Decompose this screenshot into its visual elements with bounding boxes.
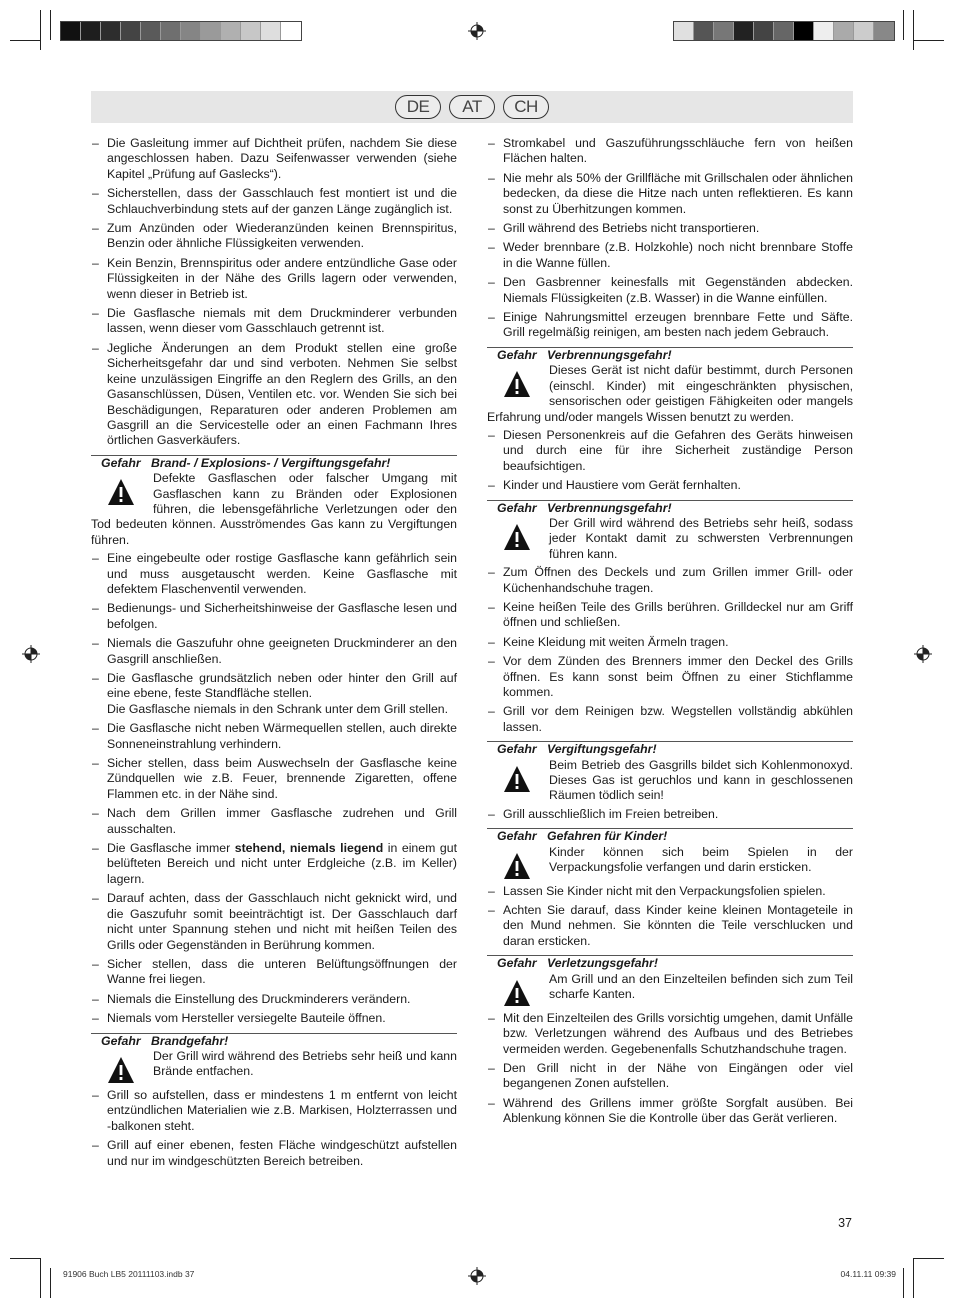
warning-text: Beim Betrieb des Gasgrills bildet sich Kohlenmonoxyd. Dieses Gas ist geruchlos und kann in geschlossenen Räumen tödlich sein! (549, 757, 853, 803)
list-item-text: Nie mehr als 50% der Grillfläche mit Grillschalen oder ähnlichen bedecken, da diese die Hitze nach unten reflektieren. Es kann sonst zu Überhitzungen kommen. (503, 170, 853, 216)
list-item (487, 275, 853, 306)
list-item (91, 636, 457, 667)
bullet-dash: – (92, 186, 99, 201)
bullet-dash: – (488, 599, 495, 614)
warning-label: Gefahr (497, 956, 537, 971)
list-item (91, 256, 457, 302)
color-swatch (814, 22, 834, 40)
list-item-text: Bedienungs- und Sicherheitshinweise der Gasflasche lesen und befolgen. (107, 601, 457, 631)
color-swatch (774, 22, 794, 40)
color-swatch (61, 22, 81, 40)
color-swatch (201, 22, 221, 40)
warning-block-poison (487, 741, 853, 804)
color-swatch (834, 22, 854, 40)
list-item-text: Eine eingebeulte oder rostige Gasflasche kann gefährlich sein und muss ausgetauscht werden. Keine Gasflasche mit defektem Flaschenventil verwenden. (107, 551, 457, 596)
warning-text: Dieses Gerät ist nicht dafür bestimmt, durch Personen (einschl. Kinder) mit eingeschränkten physischen, sensorischen oder geistigen Fähigkeiten oder mangels Erfahrung und/oder mangels Wissen benutzt zu werden. (487, 363, 853, 424)
color-swatch (794, 22, 814, 40)
warning-triangle-icon (503, 978, 531, 1008)
print-date-time: 04.11.11 09:39 (840, 1269, 896, 1279)
list-item (487, 478, 853, 493)
list-item-text: Grill während des Betriebs nicht transportieren. (503, 221, 760, 236)
list-item (487, 1011, 853, 1057)
list-item (487, 310, 853, 341)
list-item-text: Die Gasleitung immer auf Dichtheit prüfen, nachdem Sie diese angeschlossen haben. Dazu Seifenwasser verwenden (siehe Kapitel „Prüfung auf Gaslecks“). (107, 136, 457, 181)
list-item-text: Jegliche Änderungen an dem Produkt stellen eine große Sicherheitsgefahr dar und sind verboten. Nehmen Sie selbst keine unzulässigen Eingriffe an den Reglern des Grills, an den Gasanschlüssen, Düsen, Ventilen etc. vor. Wenden Sie sich bei Beschädigungen, Reparaturen oder anderen Problemen am Gasgrill an die Servicestelle oder an einen Fachmann Ihres örtlichen Gasverkäufers. (107, 340, 457, 448)
bullet-dash: – (92, 806, 99, 821)
color-swatch (81, 22, 101, 40)
list-item-text: Keine Kleidung mit weiten Ärmeln tragen. (503, 634, 729, 649)
list-item-text: Diesen Personenkreis auf die Gefahren des Geräts hinweisen und durch eine für ihre Sicherheit zuständige Person beaufsichtigen. (503, 427, 853, 473)
list-item-text: Keine heißen Teile des Grills berühren. Grilldeckel nur am Griff öffnen und schließen. (503, 599, 853, 630)
language-badge-ch: CH (503, 95, 549, 119)
list-item (91, 756, 457, 802)
bullet-dash: – (92, 255, 99, 270)
list-item-text: Kein Benzin, Brennspiritus oder andere entzündliche Gase oder Flüssigkeiten in der Nähe des Grills lagern oder verwenden, wenn dieser in Betrieb ist. (107, 255, 457, 301)
list-item (487, 903, 853, 949)
list-item (487, 240, 853, 271)
list-item-text: Niemals die Gaszufuhr ohne geeigneten Druckminderer an den Gasgrill anschließen. (107, 636, 457, 666)
bullet-dash: – (488, 565, 495, 580)
list-item (487, 171, 853, 217)
color-swatch (674, 22, 694, 40)
list-item (487, 1061, 853, 1092)
registration-target-icon (468, 1267, 486, 1285)
list-item-text: Grill so aufstellen, dass er mindestens 1 m entfernt von leicht entzündlichen Materialien wie z.B. Markisen, Holzterrassen und -balkonen steht. (107, 1087, 457, 1133)
color-swatch (874, 22, 894, 40)
safety-list (91, 136, 457, 449)
list-item-text: Kinder und Haustiere vom Gerät fernhalten. (503, 478, 741, 493)
list-item (91, 806, 457, 837)
list-item (487, 635, 853, 650)
list-item-text: Die Gasflasche grundsätzlich neben oder hinter den Grill auf eine ebene, feste Standfläche stellen. Die Gasflasche niemals in den Schrank unter dem Grill stellen. (107, 671, 457, 716)
color-swatch (161, 22, 181, 40)
list-item-text: Nach dem Grillen immer Gasflasche zudrehen und Grill ausschalten. (107, 806, 457, 836)
warning-label: Gefahr (497, 347, 537, 362)
bullet-dash: – (92, 671, 99, 685)
bullet-dash: – (488, 634, 495, 649)
color-swatch (181, 22, 201, 40)
list-item: – Die Gasflasche immer stehend, niemals liegend in einem gut belüfteten Bereich und nicht unter Erdgleiche (z.B. im Keller) lagern. (92, 841, 457, 886)
list-item (91, 721, 457, 752)
list-item-text: Darauf achten, dass der Gasschlauch nicht geknickt wird, und die Gaszufuhr somit beeinträchtigt ist. Der Gasschlauch darf nicht unter Spannung stehen und nicht mit heißen Teilen des Grills oder Gegenständen in Berührung kommen. (107, 891, 457, 952)
list-item (91, 306, 457, 337)
list-item (487, 884, 853, 899)
warning-text: Kinder können sich beim Spielen in der Verpackungsfolie verfangen und darin ersticken. (549, 844, 853, 875)
warning-title: Vergiftungsgefahr! (547, 742, 657, 757)
list-item-text: Den Grill nicht in der Nähe von Eingängen oder viel begangenen Zonen aufstellen. (503, 1060, 853, 1091)
warning-title: Brandgefahr! (151, 1033, 229, 1048)
bullet-dash: – (92, 221, 99, 236)
safety-list (91, 1088, 457, 1169)
bullet-dash: – (488, 654, 495, 669)
warning-label: Gefahr (497, 829, 537, 844)
list-item (487, 565, 853, 596)
warning-block-explosion (91, 455, 457, 548)
list-item (487, 1096, 853, 1127)
list-item-text: Einige Nahrungsmittel erzeugen brennbare Fette und Säfte. Grill regelmäßig reinigen, am besten nach jedem Gebrauch. (503, 310, 853, 340)
warning-block-burn (487, 500, 853, 563)
warning-block-burn (487, 347, 853, 425)
bullet-dash: – (92, 756, 99, 771)
list-item-text: Grill auf einer ebenen, festen Fläche windgeschützt aufstellen und nur im windgeschützten Bereich betreiben. (107, 1138, 457, 1168)
warning-text: Der Grill wird während des Betriebs sehr heiß, sodass jeder Kontakt damit zu schwersten Verbrennungen führen kann. (549, 515, 853, 561)
color-swatch (754, 22, 774, 40)
bullet-dash: – (488, 1010, 495, 1025)
list-item-text: Sicher stellen, dass beim Auswechseln der Gasflasche keine Zündquellen wie z.B. Feuer, brennende Zigaretten, offene Flammen etc. in der Nähe sind. (107, 756, 457, 801)
warning-triangle-icon (503, 369, 531, 399)
right-column (487, 136, 853, 1131)
warning-label: Gefahr (101, 1033, 141, 1048)
list-item-text: Grill vor dem Reinigen bzw. Wegstellen vollständig abkühlen lassen. (503, 704, 853, 734)
list-item (91, 957, 457, 988)
bullet-dash: – (92, 636, 99, 651)
color-swatch (241, 22, 261, 40)
language-header (91, 91, 853, 123)
list-item (91, 136, 457, 182)
warning-title: Verbrennungsgefahr! (547, 347, 672, 362)
list-item-text: Niemals vom Hersteller versiegelte Bauteile öffnen. (107, 1011, 386, 1026)
list-item (91, 1088, 457, 1134)
warning-label: Gefahr (497, 742, 537, 757)
warning-block-children (487, 828, 853, 880)
color-bar-right (673, 21, 895, 41)
bullet-dash: – (92, 601, 99, 616)
bullet-dash: – (488, 170, 495, 185)
list-item (91, 221, 457, 252)
list-item-text: Den Gasbrenner keinesfalls mit Gegenständen abdecken. Niemals Flüssigkeiten (z.B. Wasser) in die Wanne einfüllen. (503, 275, 853, 305)
list-item (91, 341, 457, 449)
safety-list (91, 551, 457, 837)
warning-triangle-icon (503, 522, 531, 552)
bullet-dash: – (92, 991, 99, 1006)
bullet-dash: – (488, 883, 495, 898)
warning-label: Gefahr (101, 455, 141, 470)
safety-list (487, 136, 853, 341)
bullet-dash: – (488, 903, 495, 918)
bullet-dash: – (92, 340, 99, 355)
warning-text: Der Grill wird während des Betriebs sehr heiß und kann Brände entfachen. (153, 1048, 457, 1079)
page-number: 37 (838, 1216, 852, 1230)
safety-list (91, 891, 457, 1026)
warning-triangle-icon (107, 1055, 135, 1085)
bullet-dash: – (92, 1011, 99, 1026)
color-swatch (281, 22, 301, 40)
list-item (487, 136, 853, 167)
list-item (91, 992, 457, 1007)
warning-text: Am Grill und an den Einzelteilen befinden sich zum Teil scharfe Kanten. (549, 971, 853, 1002)
bullet-dash: – (488, 427, 495, 442)
list-item-text: Zum Öffnen des Deckels und zum Grillen immer Grill- oder Küchenhandschuhe tragen. (503, 565, 853, 595)
list-item-text: Achten Sie darauf, dass Kinder keine kleinen Montageteile in den Mund nehmen. Sie könnten die Teile verschlucken und daran ersticken. (503, 903, 853, 948)
language-badge-at: AT (449, 95, 495, 119)
list-item (91, 601, 457, 632)
list-item (91, 551, 457, 597)
list-item-text: Lassen Sie Kinder nicht mit den Verpackungsfolien spielen. (503, 883, 826, 898)
bullet-dash: – (488, 275, 495, 290)
list-item (91, 1138, 457, 1169)
list-item (487, 600, 853, 631)
list-item (487, 221, 853, 236)
list-item-text: Niemals die Einstellung des Druckminderers verändern. (107, 991, 411, 1006)
color-bar-left (60, 21, 302, 41)
bullet-dash: – (488, 221, 495, 236)
list-item-text: Sicher stellen, dass die unteren Belüftungsöffnungen der Wanne frei liegen. (107, 956, 457, 987)
color-swatch (141, 22, 161, 40)
safety-list (487, 428, 853, 494)
bullet-dash: – (92, 1087, 99, 1102)
warning-triangle-icon (503, 851, 531, 881)
list-item (487, 807, 853, 822)
warning-title: Verbrennungsgefahr! (547, 500, 672, 515)
warning-title: Brand- / Explosions- / Vergiftungsgefahr! (151, 455, 391, 470)
bullet-dash: – (92, 306, 99, 321)
bullet-dash: – (92, 551, 99, 566)
list-item-text: Die Gasflasche niemals mit dem Druckminderer verbunden lassen, wenn dieser vom Gasschlauch getrennt ist. (107, 306, 457, 336)
bullet-dash: – (488, 240, 495, 255)
list-item-text: Weder brennbare (z.B. Holzkohle) noch nicht brennbare Stoffe in die Wanne füllen. (503, 240, 853, 270)
list-item (91, 1011, 457, 1026)
bullet-dash: – (92, 1138, 99, 1153)
color-swatch (261, 22, 281, 40)
list-item-text: Sicherstellen, dass der Gasschlauch fest montiert ist und die Schlauchverbindung stets auf der ganzen Länge zugänglich ist. (107, 186, 457, 216)
bullet-dash: – (488, 478, 495, 493)
warning-block-injury (487, 955, 853, 1007)
color-swatch (101, 22, 121, 40)
color-swatch (121, 22, 141, 40)
list-item (91, 186, 457, 217)
safety-list (487, 884, 853, 950)
bullet-dash: – (488, 704, 495, 719)
bullet-dash: – (92, 891, 99, 906)
safety-list (487, 1011, 853, 1127)
print-file-info: 91906 Buch LB5 20111103.indb 37 (63, 1269, 195, 1279)
warning-block-fire (91, 1033, 457, 1085)
list-item (487, 428, 853, 474)
bullet-dash: – (92, 721, 99, 736)
registration-target-icon (22, 645, 40, 663)
warning-title: Verletzungsgefahr! (547, 956, 658, 971)
bullet-dash: – (488, 1060, 495, 1075)
color-swatch (221, 22, 241, 40)
list-item-text: Grill ausschließlich im Freien betreiben. (503, 806, 719, 821)
bullet-dash: – (488, 310, 495, 325)
bullet-dash: – (488, 136, 495, 150)
color-swatch (734, 22, 754, 40)
safety-list (487, 807, 853, 822)
list-item (91, 671, 457, 717)
list-item-text: Während des Grillens immer größte Sorgfalt ausüben. Bei Ablenkung können Sie die Kontrolle über das Gerät verlieren. (503, 1095, 853, 1126)
bullet-dash: – (92, 956, 99, 971)
bullet-dash: – (488, 1095, 495, 1110)
safety-list (487, 565, 853, 735)
registration-target-icon (914, 645, 932, 663)
left-column (91, 136, 457, 1173)
registration-target-icon (468, 22, 486, 40)
color-swatch (714, 22, 734, 40)
list-item-text: Mit den Einzelteilen des Grills vorsichtig umgehen, damit Unfälle bzw. Verletzungen während des Aufbaus und des Betriebes vermeiden werden. Gegebenenfalls Schutzhandschuhe tragen. (503, 1010, 853, 1056)
language-badge-de: DE (395, 95, 441, 119)
list-item (487, 654, 853, 700)
list-item-text: Stromkabel und Gaszuführungsschläuche fern von heißen Flächen halten. (503, 136, 853, 166)
list-item-text: Vor dem Zünden des Brenners immer den Deckel des Grills öffnen. Es kann sonst beim Öffnen zu einer Stichflamme kommen. (503, 654, 853, 699)
warning-text: Defekte Gasflaschen oder falscher Umgang mit Gasflaschen kann zu Bränden oder Explosionen führen, die lebensgefährliche Verletzungen oder den Tod bedeuten können. Ausströmendes Gas kann zu Vergiftungen führen. (91, 471, 457, 547)
list-item (91, 891, 457, 953)
bullet-dash: – (92, 136, 99, 150)
warning-triangle-icon (503, 764, 531, 794)
warning-triangle-icon (107, 477, 135, 507)
color-swatch (694, 22, 714, 40)
warning-title: Gefahren für Kinder! (547, 829, 668, 844)
list-item-text: Die Gasflasche nicht neben Wärmequellen stellen, auch direkte Sonneneinstrahlung verhindern. (107, 721, 457, 751)
list-item (487, 704, 853, 735)
warning-label: Gefahr (497, 500, 537, 515)
color-swatch (854, 22, 874, 40)
list-item-text: Zum Anzünden oder Wiederanzünden keinen Brennspiritus, Benzin oder ähnliche Flüssigkeiten verwenden. (107, 221, 457, 251)
bullet-dash: – (488, 806, 495, 821)
